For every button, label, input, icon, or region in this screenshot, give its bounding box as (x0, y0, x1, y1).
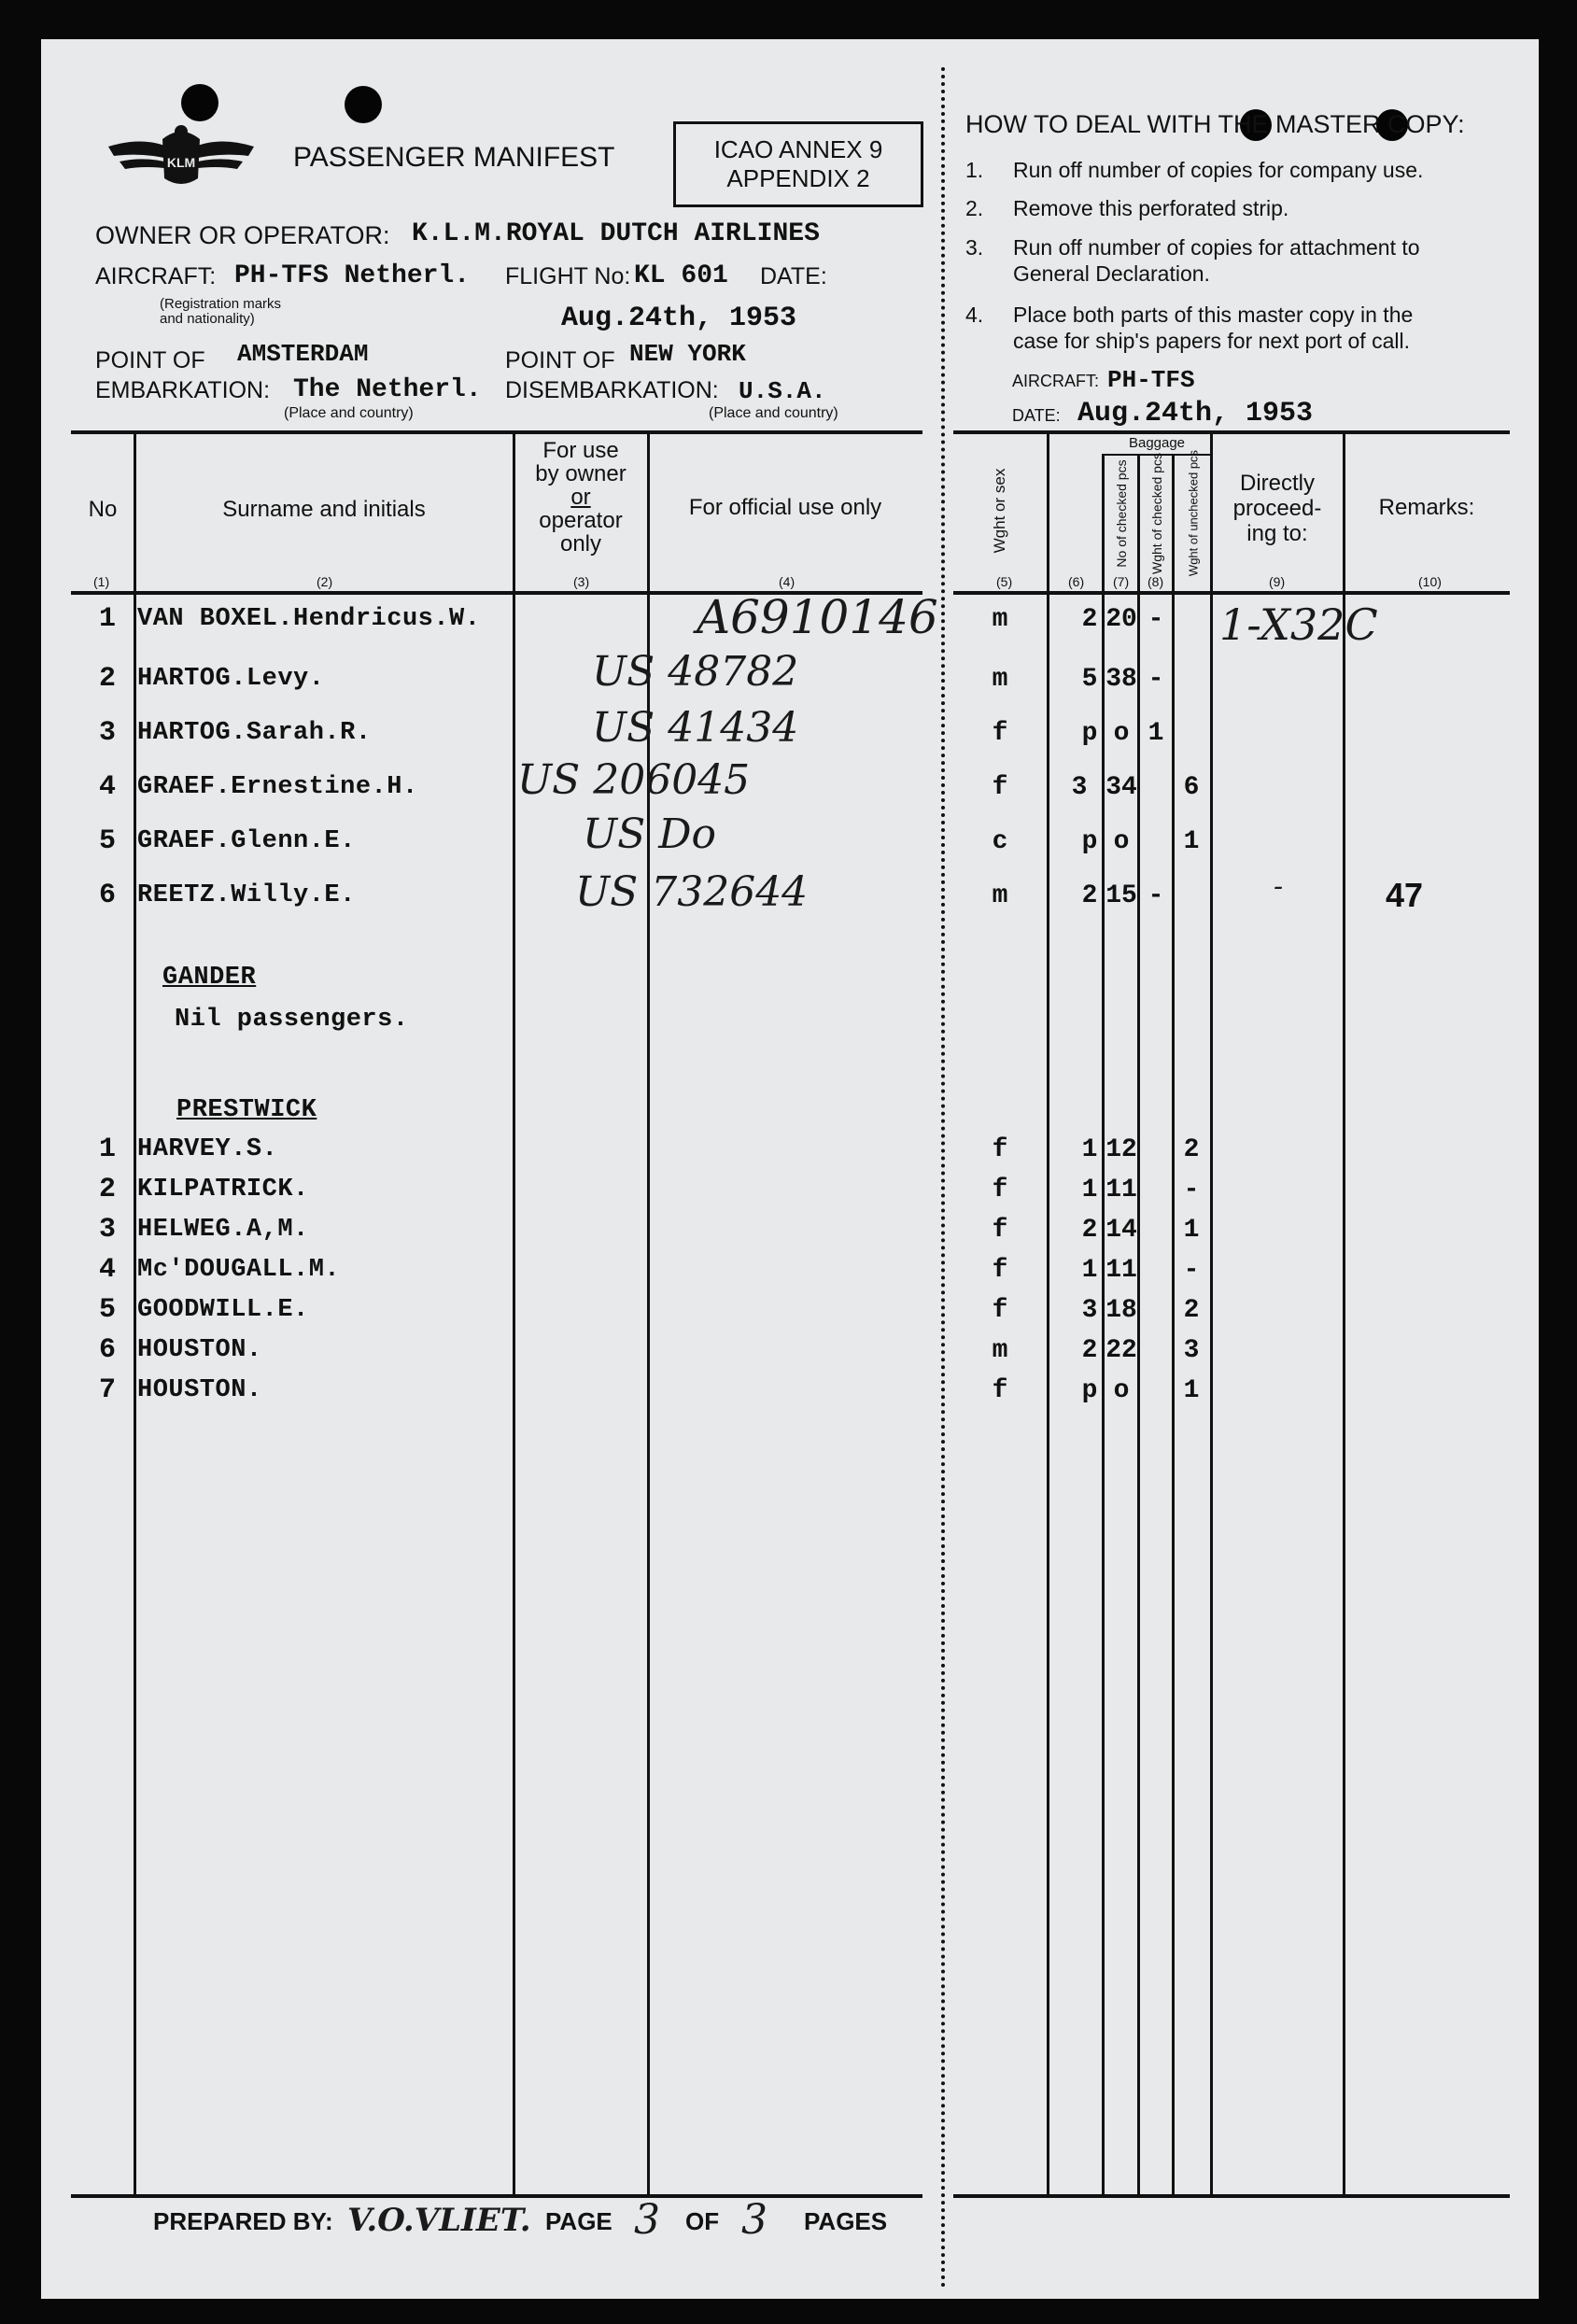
checked-wght: o (1113, 1376, 1130, 1405)
page-label: PAGE (545, 2207, 612, 2235)
unchecked-wght: 2 (1183, 1296, 1200, 1325)
row-number: 7 (99, 1374, 117, 1406)
unchecked-wght: 1 (1183, 1216, 1200, 1245)
sex: f (992, 719, 1008, 748)
col-header-checked-pcs: No of checked pcs (1114, 459, 1129, 568)
checked-wght: 15 (1105, 881, 1137, 910)
col-rule (1137, 455, 1140, 2196)
disembarkation-city: NEW YORK (629, 340, 746, 368)
checked-pcs: 1 (1081, 1256, 1098, 1285)
passenger-name: HOUSTON. (137, 1376, 262, 1404)
aircraft-label: AIRCRAFT: (95, 263, 217, 289)
row-number: 6 (99, 1334, 117, 1366)
embarkation-label: EMBARKATION: (95, 377, 271, 403)
checked-pcs: 1 (1081, 1135, 1098, 1164)
passenger-name: GRAEF.Ernestine.H. (137, 773, 418, 801)
icao-box (673, 121, 923, 207)
sex: m (992, 881, 1008, 910)
unchecked-wght: 6 (1183, 773, 1200, 802)
sex: f (992, 1256, 1008, 1285)
aircraft-value: PH-TFS Netherl. (234, 261, 471, 290)
embark-place-note: (Place and country) (284, 405, 414, 421)
checked-pcs: 1 (1081, 1176, 1098, 1204)
checked-pcs: 2 (1081, 881, 1098, 910)
owner-label: OWNER OR OPERATOR: (95, 221, 390, 249)
col-rule (1172, 455, 1175, 2196)
col-header-directly: Directly proceed- ing to: (1232, 471, 1322, 546)
icao-appendix: APPENDIX 2 (726, 164, 870, 192)
official-entry: US 48782 (592, 648, 799, 696)
col-header-baggage: Baggage (1128, 435, 1186, 451)
col-rule (1102, 455, 1105, 2196)
instruction-text: case for ship's papers for next port of call. (1013, 329, 1410, 353)
col-header-checked-wght: Wght of checked pcs (1149, 453, 1164, 574)
unchecked-wght: 1 (1148, 719, 1164, 748)
instructions-title: HOW TO DEAL WITH THE MASTER COPY: (965, 110, 1465, 138)
unchecked-wght: 3 (1183, 1336, 1200, 1365)
instruction-text: Run off number of copies for company use. (1013, 158, 1424, 182)
unchecked-wght: - (1148, 605, 1164, 634)
checked-wght: 22 (1105, 1336, 1137, 1365)
checked-wght: 18 (1105, 1296, 1137, 1325)
proceeding-to: 1-X32C (1219, 599, 1378, 650)
checked-pcs: 5 (1081, 665, 1098, 694)
col-index: (4) (779, 574, 796, 589)
embarkation-country: The Netherl. (293, 375, 482, 404)
row-number: 4 (99, 1254, 117, 1286)
icao-annex: ICAO ANNEX 9 (713, 135, 883, 163)
row-number: 5 (99, 1294, 117, 1326)
flight-label: FLIGHT No: (505, 263, 631, 289)
col-header-owner-use: For use by owner or operator only (535, 438, 627, 556)
checked-pcs: 3 (1081, 1296, 1098, 1325)
page-number: 3 (634, 2196, 660, 2244)
checked-wght: o (1113, 827, 1130, 856)
col-index: (1) (93, 574, 110, 589)
checked-wght: 11 (1105, 1176, 1137, 1204)
unchecked-wght: 1 (1183, 1376, 1200, 1405)
instruction-text: Remove this perforated strip. (1013, 196, 1289, 220)
punch-hole (345, 86, 382, 123)
passenger-name: Mc'DOUGALL.M. (137, 1256, 341, 1284)
of-label: OF (685, 2207, 720, 2235)
table-bottom-rule (953, 2194, 1510, 2198)
official-entry: A6910146 (697, 590, 938, 644)
row-number: 1 (99, 1134, 117, 1165)
instruction-num: 3. (965, 235, 984, 260)
disembarkation-country: U.S.A. (739, 377, 826, 405)
passenger-name: HELWEG.A,M. (137, 1216, 309, 1244)
col-header-unchecked-wght: Wght of unchecked pcs (1186, 449, 1201, 577)
sex: f (992, 1296, 1008, 1325)
prepared-by-signature: V.O.VLIET. (347, 2202, 531, 2239)
gander-heading: GANDER (162, 964, 257, 992)
disembarkation-label: DISEMBARKATION: (505, 377, 719, 403)
sex: m (992, 1336, 1008, 1365)
official-entry: US 41434 (592, 704, 799, 752)
passenger-name: REETZ.Willy.E. (137, 881, 356, 909)
passenger-name: KILPATRICK. (137, 1176, 309, 1204)
row-number: 4 (99, 771, 117, 803)
instruction-num: 4. (965, 303, 984, 327)
punch-hole (181, 84, 218, 121)
passenger-name: HARTOG.Levy. (137, 665, 325, 693)
col-index: (10) (1418, 574, 1442, 589)
checked-wght: 11 (1105, 1256, 1137, 1285)
col-header-sex: Wght or sex (991, 468, 1008, 554)
checked-pcs: 2 (1081, 1336, 1098, 1365)
col-index: (5) (996, 574, 1013, 589)
right-aircraft-label: AIRCRAFT: (1012, 372, 1100, 390)
point-of-disembark: POINT OF (505, 347, 615, 373)
checked-pcs: 3 (1071, 773, 1088, 802)
instruction-text: Place both parts of this master copy in the (1013, 303, 1414, 327)
instruction-num: 1. (965, 158, 984, 182)
owner-value: K.L.M.ROYAL DUTCH AIRLINES (412, 219, 820, 248)
col-header-remarks: Remarks: (1378, 495, 1475, 520)
pages-label: PAGES (804, 2207, 888, 2235)
sex: f (992, 1376, 1008, 1405)
row-number: 5 (99, 825, 117, 857)
unchecked-wght: 2 (1183, 1135, 1200, 1164)
sex: f (992, 1135, 1008, 1164)
right-date-label: DATE: (1012, 406, 1061, 425)
unchecked-wght: - (1183, 1176, 1200, 1204)
date-label: DATE: (760, 263, 827, 289)
col-rule (1343, 432, 1345, 2196)
disembark-place-note: (Place and country) (709, 405, 838, 421)
col-index: (3) (573, 574, 590, 589)
row-number: 1 (99, 603, 117, 635)
row-number: 2 (99, 1174, 117, 1205)
row-number: 3 (99, 1214, 117, 1246)
checked-pcs: p (1081, 827, 1098, 856)
checked-pcs: p (1081, 1376, 1098, 1405)
col-index: (9) (1269, 574, 1286, 589)
checked-wght: 34 (1105, 773, 1137, 802)
remarks-entry: 47 (1386, 876, 1424, 914)
manifest-sheet (41, 39, 1539, 2299)
official-entry: US Do (583, 810, 716, 858)
page-title: PASSENGER MANIFEST (293, 142, 615, 173)
table-top-rule (953, 430, 1510, 434)
prepared-label: PREPARED BY: (153, 2207, 333, 2235)
passenger-name: GRAEF.Glenn.E. (137, 827, 356, 855)
row-number: 6 (99, 880, 117, 911)
col-rule (1210, 432, 1213, 2196)
unchecked-wght: - (1183, 1256, 1200, 1285)
instruction-text: General Declaration. (1013, 261, 1210, 286)
passenger-name: GOODWILL.E. (137, 1296, 309, 1324)
svg-text:KLM: KLM (166, 155, 196, 170)
registration-note: (Registration marks and nationality) (160, 296, 282, 327)
right-aircraft-value: PH-TFS (1107, 366, 1195, 394)
proceeding-to: - (1274, 870, 1284, 903)
col-rule (513, 432, 515, 2196)
passenger-name: HARVEY.S. (137, 1135, 278, 1163)
prestwick-heading: PRESTWICK (176, 1096, 317, 1124)
col-index: (2) (317, 574, 333, 589)
checked-wght: 14 (1105, 1216, 1137, 1245)
perforation-line (941, 67, 945, 2289)
point-of-embark: POINT OF (95, 347, 205, 373)
unchecked-wght: - (1148, 665, 1164, 694)
flight-value: KL 601 (634, 261, 728, 290)
col-index: (6) (1068, 574, 1085, 589)
col-index: (8) (1148, 574, 1164, 589)
checked-wght: 12 (1105, 1135, 1137, 1164)
klm-crown-logo (106, 119, 256, 193)
sex: f (992, 773, 1008, 802)
col-rule (647, 432, 650, 2196)
unchecked-wght: - (1148, 881, 1164, 910)
date-value: Aug.24th, 1953 (561, 303, 797, 334)
sex: c (992, 827, 1008, 856)
checked-wght: 20 (1105, 605, 1137, 634)
table-header-rule (953, 591, 1510, 595)
sex: f (992, 1216, 1008, 1245)
official-entry: US 732644 (575, 868, 809, 916)
passenger-name: VAN BOXEL.Hendricus.W. (137, 605, 481, 633)
col-rule (1047, 432, 1049, 2196)
table-bottom-rule (71, 2194, 922, 2198)
passenger-name: HOUSTON. (137, 1336, 262, 1364)
checked-pcs: p (1081, 719, 1098, 748)
sex: m (992, 665, 1008, 694)
right-date-value: Aug.24th, 1953 (1077, 398, 1314, 430)
official-entry: US 206045 (517, 756, 751, 804)
checked-wght: o (1113, 719, 1130, 748)
row-number: 3 (99, 717, 117, 749)
col-rule (134, 432, 136, 2196)
checked-pcs: 2 (1081, 1216, 1098, 1245)
instruction-num: 2. (965, 196, 984, 220)
table-top-rule (71, 430, 922, 434)
instruction-text: Run off number of copies for attachment to (1013, 235, 1420, 260)
col-header-no: No (88, 497, 118, 522)
unchecked-wght: 1 (1183, 827, 1200, 856)
col-header-surname: Surname and initials (222, 497, 426, 522)
checked-pcs: 2 (1081, 605, 1098, 634)
passenger-name: HARTOG.Sarah.R. (137, 719, 372, 747)
col-index: (7) (1113, 574, 1130, 589)
checked-wght: 38 (1105, 665, 1137, 694)
embarkation-city: AMSTERDAM (237, 340, 369, 368)
gander-nil: Nil passengers. (175, 1006, 409, 1034)
sex: m (992, 605, 1008, 634)
row-number: 2 (99, 663, 117, 695)
col-header-official: For official use only (688, 495, 882, 520)
page-total: 3 (741, 2196, 767, 2244)
sex: f (992, 1176, 1008, 1204)
